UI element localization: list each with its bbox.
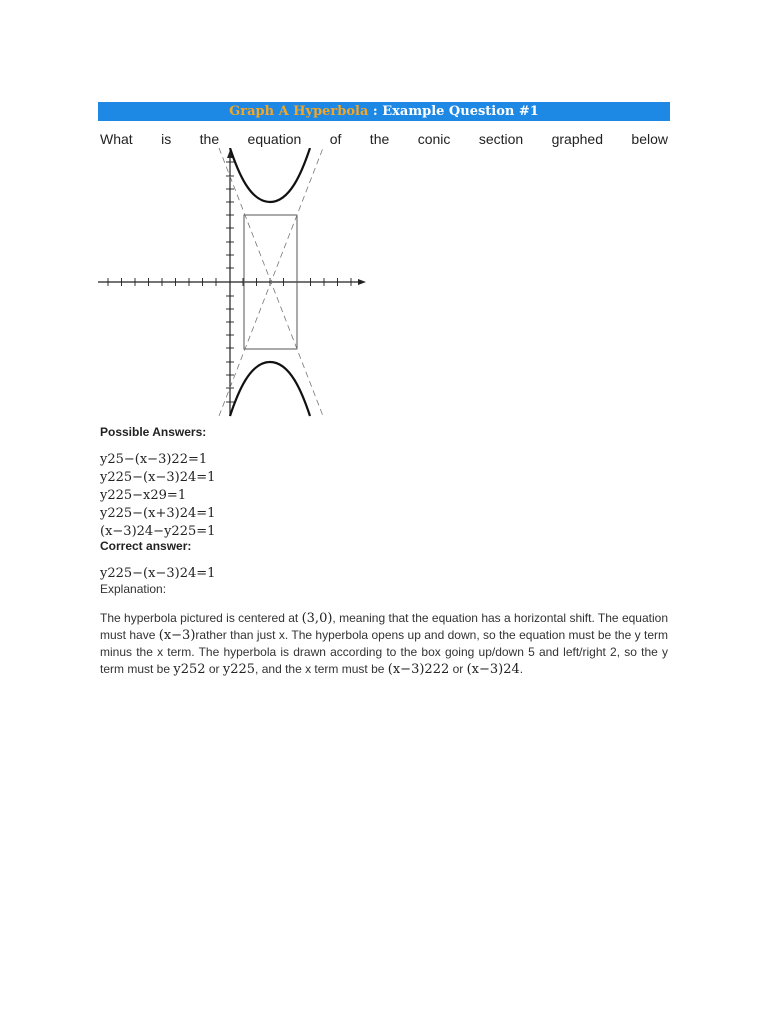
explanation-part: , and the x term must be (255, 662, 388, 676)
lower-hyperbola-branch (230, 362, 310, 416)
math-inline: (x−3)24 (466, 662, 520, 677)
explanation-text (100, 610, 668, 678)
question-number: Example Question #1 (382, 104, 539, 119)
explanation-part: rather than just x. The hyperbola opens up and down, so the equation must be the y term minus the x term. The hyperbola is drawn according to the box going up/down 5 and left/right 2, so the y term must be (100, 628, 668, 676)
math-inline: y252 (173, 662, 206, 677)
explanation-part: . (519, 662, 524, 676)
header-separator: : (368, 104, 383, 119)
math-inline: (x−3) (158, 628, 196, 643)
upper-hyperbola-branch (230, 148, 310, 202)
math-inline: y225 (222, 662, 256, 677)
correct-answer-equation: y225−(x−3)24=1 (100, 566, 216, 581)
possible-answers-label: Possible Answers: (100, 425, 207, 439)
explanation-part: or (205, 662, 223, 676)
answer-option[interactable]: y225−(x−3)24=1 (100, 470, 216, 485)
correct-answer-label: Correct answer: (100, 539, 192, 553)
explanation-label: Explanation: (100, 582, 167, 596)
answer-option[interactable]: (x−3)24−y225=1 (100, 524, 216, 539)
math-inline: (x−3)222 (387, 662, 450, 677)
explanation-part: or (449, 662, 467, 676)
question-header (98, 102, 670, 121)
x-axis-arrow (358, 279, 366, 285)
explanation-part: , meaning that the equation has a horizontal shift. The equation must have (100, 611, 668, 642)
math-inline: (3,0) (301, 611, 333, 626)
hyperbola-graph-icon (98, 148, 368, 418)
answer-option[interactable]: y25−(x−3)22=1 (100, 452, 208, 467)
answer-option[interactable]: y225−(x+3)24=1 (100, 506, 216, 521)
answer-option[interactable]: y225−x29=1 (100, 488, 187, 503)
topic-link[interactable]: Graph A Hyperbola (229, 104, 369, 119)
explanation-part: The hyperbola pictured is centered at (100, 611, 302, 625)
question-text: What is the equation of the conic section graphed below (100, 131, 668, 147)
answer-list (100, 451, 215, 541)
